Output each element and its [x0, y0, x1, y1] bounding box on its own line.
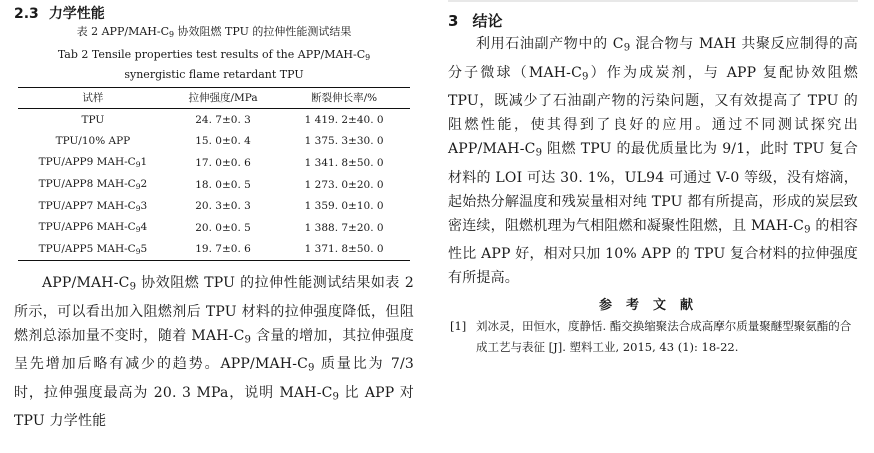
header-elongation: 断裂伸长率/% — [278, 87, 410, 108]
reference-number: [1] — [450, 319, 467, 334]
left-column — [14, 0, 414, 433]
cell-sample: TPU/APP5 MAH-$C_95$ — [18, 239, 168, 261]
conclusion-paragraph: 利用石油副产物中的 $C_9$ 混合物与 MAH 共聚反应制得的高分子微球$(MAH-C_9)$作为成炭剂，与 APP 复配协效阻燃 TPU，既减少了石油副产物的污染问题，又有效提高了 TPU 的阻燃性能，使其得到了良好的应用。通过不同测试探究出 APP/$MAH-C_9$ 阻燃 TPU 的最优质量比为 9/1，此时 TPU 复合材料的 LOI 可达 30. 1%，UL94 可通过 V-0 等级，没有熔滴，起始热分解温度和残炭量相对纯 TPU 都有所提高，形成的炭层致密连续，阻燃机理为气相阻燃和凝聚性阻燃，且 MAH-$C_9$ 的相容性比 APP 好，相对只加 10% APP 的 TPU 复合材料的拉伸强度有所提高。 — [448, 36, 859, 287]
cell-tensile-strength: 18. 0±0. 5 — [195, 178, 251, 191]
section-title: 结论 — [472, 12, 503, 30]
table-row — [18, 217, 410, 239]
section-heading-conclusion — [448, 10, 858, 32]
cell-elongation: 1 419. 2±40. 0 — [304, 113, 384, 126]
cell-sample: TPU/APP9 MAH-$C_91$ — [38, 156, 148, 170]
cell-tensile-strength: 15. 0±0. 4 — [195, 135, 251, 148]
cell-elongation: 1 273. 0±20. 0 — [304, 178, 384, 191]
header-sample: 试样 — [18, 87, 168, 108]
cell-sample: TPU/APP8 MAH-$C_92$ — [38, 178, 148, 191]
table-header-row — [18, 87, 410, 108]
cell-elongation: 1 388. 7±20. 0 — [304, 221, 384, 234]
cell-tensile-strength: 20. 3±0. 3 — [195, 200, 251, 213]
table-caption-en-line2: synergistic flame retardant TPU — [124, 67, 304, 81]
section-number: 3 — [448, 12, 459, 30]
cell-tensile-strength: 17. 0±0. 6 — [195, 156, 251, 169]
table-caption-cn: 表 2 APP/$MAH-C_9$ 协效阻燃 TPU 的拉伸性能测试结果 — [76, 25, 352, 39]
table-caption-en-line1: Tab 2 Tensile properties test results of the APP/$MAH-C_9$ — [57, 47, 371, 62]
section-heading-2-3 — [14, 3, 414, 21]
cell-tensile-strength: 20. 0±0. 5 — [195, 221, 251, 234]
references-heading: 参考文献 — [598, 298, 707, 314]
cell-elongation: 1 375. 3±30. 0 — [304, 135, 384, 148]
cell-elongation: 1 341. 8±50. 0 — [304, 156, 384, 169]
cell-elongation: 1 359. 0±10. 0 — [304, 200, 384, 213]
table-row — [18, 239, 410, 261]
cell-sample: TPU/10% APP — [55, 135, 131, 148]
table-row — [18, 195, 410, 217]
cell-sample: TPU/APP7 MAH-$C_93$ — [38, 199, 148, 213]
header-tensile-strength: 拉伸强度/MPa — [168, 87, 278, 108]
table-row — [18, 108, 410, 130]
reference-item — [448, 316, 858, 358]
section-title: 力学性能 — [48, 6, 105, 22]
table-row — [18, 131, 410, 153]
table-row — [18, 152, 410, 174]
tensile-properties-table — [18, 87, 410, 261]
right-column — [448, 0, 858, 358]
cell-tensile-strength: 19. 7±0. 6 — [168, 239, 278, 261]
cell-sample: TPU/APP6 MAH-$C_94$ — [38, 221, 148, 235]
results-paragraph: APP/$MAH-C_9$ 协效阻燃 TPU 的拉伸性能测试结果如表 2 所示，可以看出加入阻燃剂后 TPU 材料的拉伸强度降低，但阻燃剂总添加量不变时，随着 MAH-$C_9$ 含量的增加，其拉伸强度呈先增加后略有减少的趋势。APP/$MAH-C_9$ 质量比为 7/3 时，拉伸强度最高为 20. 3 MPa，说明 MAH-$C_9$ 比 APP 对 TPU 力学性能 — [14, 275, 414, 430]
cell-tensile-strength: 24. 7±0. 3 — [195, 113, 251, 126]
cell-sample: TPU — [81, 113, 105, 126]
reference-text: 刘冰灵，田恒水，度静恬. 酯交换缩聚法合成高摩尔质量聚醚型聚氨酯的合成工艺与表征 [J]. 塑料工业, 2015, 43 (1): 18-22. — [476, 319, 852, 355]
cell-elongation: 1 371. 8±50. 0 — [278, 239, 410, 261]
table-row — [18, 174, 410, 196]
section-number: 2.3 — [14, 6, 39, 22]
